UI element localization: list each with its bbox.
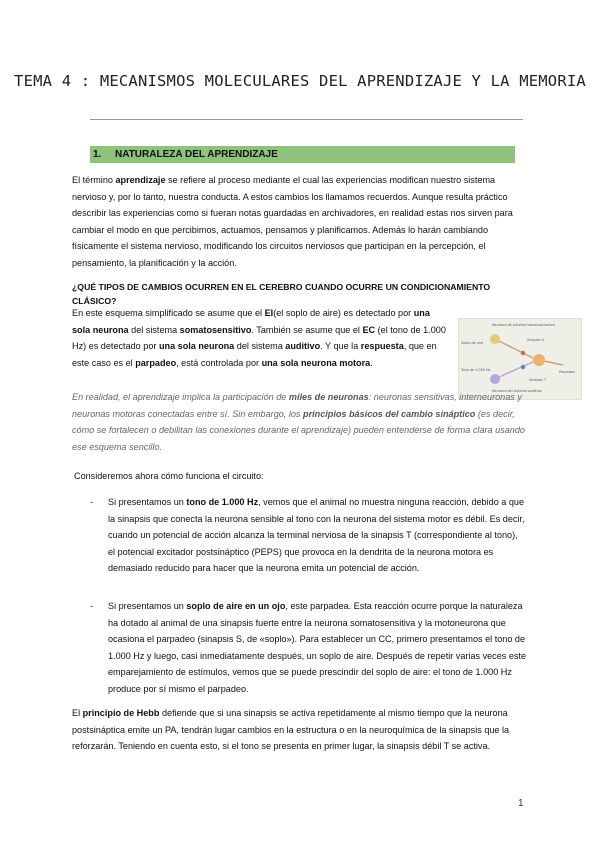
list-item-air-puff: - Si presentamos un soplo de aire en un ojo, este parpadea. Esta reacción ocurre porque la naturaleza ha dotado al animal de una sinapsis fuerte entre la neurona somatosensitiva y la motoneurona que ocasiona el parpadeo (sinapsis S, de «soplo»). Para establecer un CC, primero presentamos el tono de 1.000 Hz y luego, casi inmediatamente después, un soplo de aire. Después de repetir varias veces este emparejamiento de estímulos, vemos que se puede prescindir del soplo de aire: el tono de 1.000 Hz produce por sí mismo el parpadeo.: [90, 598, 527, 698]
section-number: 1.: [93, 149, 102, 160]
figure-label-auditory: Neurona del sistema auditivo: [492, 389, 542, 393]
paragraph-reality-note: En realidad, el aprendizaje implica la participación de miles de neuronas: neuronas sensitivas, interneuronas y neuronas motoras conectadas entre sí. Sin embargo, los principios básicos del cambio sináptico (es decir, cómo se fortalecen o debilitan las conexiones durante el aprendizaje) pueden entenderse de forma clara usando ese esquema sencillo.: [72, 392, 525, 452]
bullet-dash: -: [90, 497, 94, 507]
figure-label-air-puff: Soplo de aire: [461, 341, 484, 345]
paragraph-learning-definition: El término aprendizaje se refiere al proceso mediante el cual las experiencias modifican nuestro sistema nervioso y, por lo tanto, nuestra conducta. A estos cambios los llamamos recuerdos. Aunque resulta práctico describir las experiencias como si fueran notas guardadas en archivadores, en realidad estas nos sirven para cambiar el modo en que percibimos, actuamos, pensamos y planificamos. Además lo harán cambiando físicamente el sistema nervioso, modificando los circuitos nerviosos que participan en la percepción, el pensamiento, la planificación y la acción.: [72, 175, 513, 268]
paragraph-schema: En este esquema simplificado se asume que el EI(el soplo de aire) es detectado por una sola neurona del sistema somatosensitivo. También se asume que el EC (el tono de 1.000 Hz) es detectado por una sola neurona del sistema auditivo. Y que la respuesta, que en este caso es el parpadeo, está controlada por una sola neurona motora.: [72, 308, 446, 368]
figure-label-synapse-t: Sinapsis T: [529, 378, 547, 382]
title-rule: [90, 119, 523, 120]
figure-label-somatosensory: Neurona de sistema somatosensitivo: [492, 323, 555, 327]
paragraph-hebb: El principio de Hebb defiende que si una sinapsis se activa repetidamente al mismo tiempo que la neurona postsináptica emite un PA, tendrán lugar cambios en la estructura o en la neuroquímica de la sinapsis que la reforzarán. Teniendo en cuenta esto, si el tono se presenta en primer lugar, la sinapsis débil T se activa.: [72, 708, 510, 752]
neuron-circuit-diagram: [459, 319, 581, 399]
section-label: NATURALEZA DEL APRENDIZAJE: [115, 149, 278, 160]
question-heading: ¿QUÉ TIPOS DE CAMBIOS OCURREN EN EL CEREBRO CUANDO OCURRE UN CONDICIONAMIENTO CLÁSICO?: [72, 282, 491, 306]
figure-label-tone: Tono de 1.000 Hz: [461, 368, 491, 372]
figure-label-blink: Parpadeo: [559, 370, 575, 374]
bullet-dash: -: [90, 601, 94, 611]
paragraph-circuit-intro: Consideremos ahora cómo funciona el circuito:: [74, 471, 264, 481]
circuit-figure: [458, 318, 582, 400]
page-number: 1: [518, 798, 524, 809]
list-item-tone: - Si presentamos un tono de 1.000 Hz, vemos que el animal no muestra ninguna reacción, debido a que la sinapsis que conecta la neurona sensible al tono con la neurona del sistema motor es débil. Es decir, cuando un potencial de acción alcanza la terminal nerviosa de la sinapsis T (correspondiente al tono), el potencial excitador postsináptico (PEPS) que provoca en la dendrita de la neurona motora es demasiado reducido para hacer que la neurona emita un potencial de acción.: [90, 494, 527, 577]
document-title: TEMA 4 : MECANISMOS MOLECULARES DEL APRENDIZAJE Y LA MEMORIA: [14, 72, 586, 90]
figure-label-synapse-s: Sinapsis S: [527, 338, 545, 342]
section-heading: [90, 146, 515, 163]
